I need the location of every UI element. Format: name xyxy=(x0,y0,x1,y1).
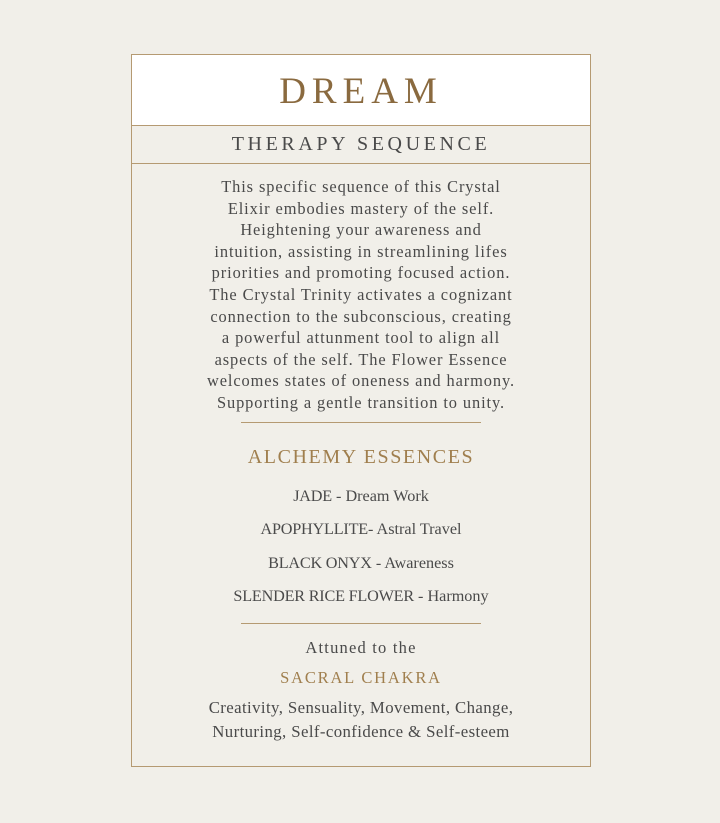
essence-name: BLACK ONYX xyxy=(268,553,372,572)
essence-item xyxy=(132,516,590,550)
essence-separator: - xyxy=(413,587,428,606)
description-line: Elixir embodies mastery of the self. xyxy=(227,198,495,218)
essence-meaning: Dream Work xyxy=(345,486,429,505)
essence-meaning: Astral Travel xyxy=(376,520,462,539)
description-line: connection to the subconscious, creating xyxy=(210,306,512,326)
subtitle-band xyxy=(132,126,590,164)
description-line: aspects of the self. The Flower Essence xyxy=(214,349,508,369)
description-line: The Crystal Trinity activates a cognizant xyxy=(209,284,513,304)
product-card xyxy=(131,54,591,767)
description-line: priorities and promoting focused action. xyxy=(211,263,511,283)
essence-item xyxy=(132,483,590,517)
description-line: intuition, assisting in streamlining lifes xyxy=(214,241,508,261)
essence-separator: - xyxy=(331,486,346,505)
essence-meaning: Harmony xyxy=(427,587,489,606)
essence-item xyxy=(132,550,590,584)
chakra-qualities-line: Creativity, Sensuality, Movement, Change, xyxy=(208,697,514,717)
description-line: Heightening your awareness and xyxy=(240,220,482,240)
chakra-qualities-line: Nurturing, Self-confidence & Self-esteem xyxy=(212,721,510,741)
essence-meaning: Awareness xyxy=(384,553,454,572)
description-line: welcomes states of oneness and harmony. xyxy=(206,371,516,391)
title-band xyxy=(132,55,590,126)
essence-name: APOPHYLLITE xyxy=(260,520,368,539)
chakra-intro: Attuned to the xyxy=(305,637,417,657)
essence-separator: - xyxy=(367,520,377,539)
divider xyxy=(241,623,481,624)
essence-name: SLENDER RICE FLOWER xyxy=(233,587,414,606)
chakra-qualities xyxy=(132,696,590,744)
essences-heading: ALCHEMY ESSENCES xyxy=(247,445,475,468)
divider xyxy=(241,422,481,423)
essence-name: JADE xyxy=(293,486,332,505)
description-line: a powerful attunment tool to align all xyxy=(221,328,501,348)
essence-separator: - xyxy=(371,553,385,572)
description-line: This specific sequence of this Crystal xyxy=(221,177,501,196)
essence-item xyxy=(132,583,590,617)
description-line: Supporting a gentle transition to unity. xyxy=(216,392,506,412)
chakra-name: SACRAL CHAKRA xyxy=(280,667,442,687)
product-subtitle: THERAPY SEQUENCE xyxy=(231,133,491,155)
description xyxy=(171,176,551,414)
product-title: DREAM xyxy=(279,70,443,112)
essence-list xyxy=(132,483,590,617)
